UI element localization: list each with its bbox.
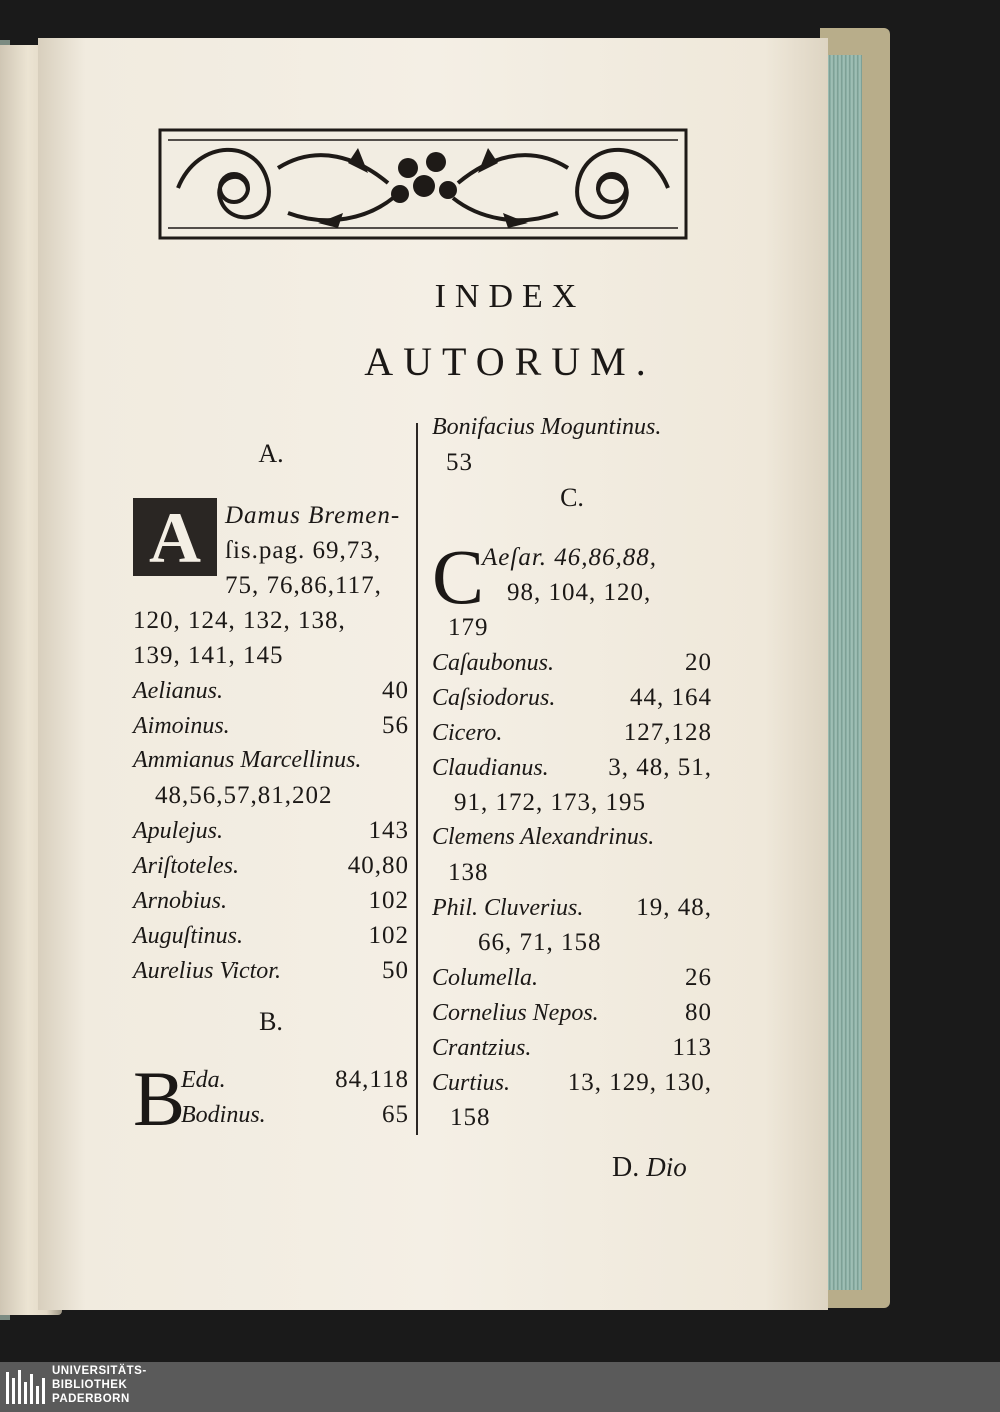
library-name: UNIVERSITÄTS- BIBLIOTHEK PADERBORN — [52, 1365, 147, 1405]
entry-line: 179 — [448, 614, 489, 641]
index-entry: Aelianus. 40 — [133, 677, 409, 704]
index-entry: Apulejus. 143 — [133, 817, 409, 844]
entry-caesar — [432, 533, 712, 645]
entry-line: Damus Bremen- — [225, 502, 401, 529]
index-entry: Aimoinus. 56 — [133, 712, 409, 739]
index-entry-continuation: 66, 71, 158 — [478, 929, 602, 956]
index-entry: Ammianus Marcellinus. — [133, 747, 362, 773]
left-column — [133, 436, 409, 1142]
entry-line: Aeſar. 46,86,88, — [482, 544, 658, 571]
index-entry: Claudianus. 3, 48, 51, — [432, 754, 712, 781]
dropcap-a: A — [133, 498, 217, 576]
index-entry-continuation: 48,56,57,81,202 — [155, 782, 333, 809]
entry-line: 98, 104, 120, — [507, 579, 652, 606]
entry-line: 120, 124, 132, 138, — [133, 607, 346, 634]
entry-line: ſis.pag. 69,73, — [225, 537, 381, 564]
index-entry: Cornelius Nepos. 80 — [432, 999, 712, 1026]
index-entry: Cicero. 127,128 — [432, 719, 712, 746]
right-column — [432, 410, 712, 1135]
headpiece-ornament — [158, 128, 688, 240]
index-entry: Aurelius Victor. 50 — [133, 957, 409, 984]
catchword: D. Dio — [612, 1152, 687, 1183]
library-footer-bar — [0, 1362, 1000, 1412]
dropcap-b: B — [133, 1055, 186, 1142]
index-entry-continuation: 91, 172, 173, 195 — [454, 789, 646, 816]
section-heading-b: B. — [259, 1007, 283, 1036]
index-entry: Arnobius. 102 — [133, 887, 409, 914]
index-entry-continuation: 53 — [446, 449, 473, 476]
index-entry-continuation: 158 — [450, 1104, 491, 1131]
entry-beda — [133, 1055, 409, 1142]
index-entry: Caſsiodorus. 44, 164 — [432, 684, 712, 711]
title-autorum: AUTORUM. — [364, 339, 656, 384]
index-entry-continuation: 138 — [448, 859, 489, 886]
index-entry: Bonifacius Moguntinus. — [432, 414, 662, 440]
index-entry: Clemens Alexandrinus. — [432, 824, 655, 850]
entry-adamus — [133, 498, 409, 673]
index-entry: Crantzius. 113 — [432, 1034, 712, 1061]
entry-line: 139, 141, 145 — [133, 642, 284, 669]
index-entry: Eda. 84,118 — [181, 1066, 409, 1093]
index-entry: Columella. 26 — [432, 964, 712, 991]
library-logo-icon — [6, 1368, 46, 1408]
index-entry: Phil. Cluverius. 19, 48, — [432, 894, 712, 921]
entry-line: 75, 76,86,117, — [225, 572, 382, 599]
index-entry: Ariſtoteles. 40,80 — [133, 852, 409, 879]
index-entry: Auguſtinus. 102 — [133, 922, 409, 949]
index-entry: Curtius. 13, 129, 130, — [432, 1069, 712, 1096]
section-heading-a: A. — [258, 439, 284, 468]
section-heading-c: C. — [560, 483, 584, 512]
dropcap-c: C — [432, 533, 485, 620]
index-entry: Caſaubonus. 20 — [432, 649, 712, 676]
index-entry: Bodinus. 65 — [181, 1101, 409, 1128]
title-index: INDEX — [434, 278, 586, 315]
column-divider — [416, 423, 418, 1135]
